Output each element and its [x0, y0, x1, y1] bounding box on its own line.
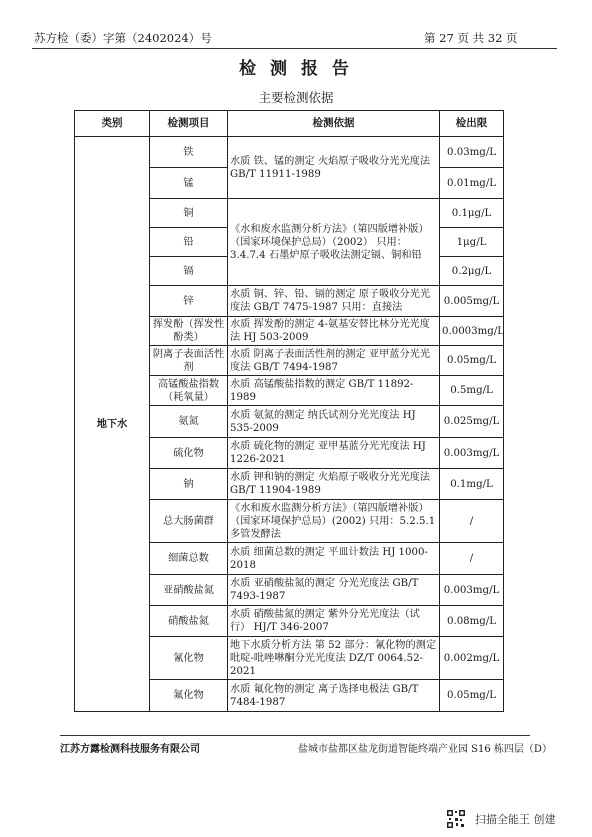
limit-cell: 0.002mg/L — [440, 637, 504, 680]
item-cell: 钠 — [150, 469, 228, 500]
limit-cell: 0.005mg/L — [440, 286, 504, 317]
scanner-watermark: 扫描全能王 创建 — [475, 813, 556, 826]
limit-cell: 0.5mg/L — [440, 376, 504, 406]
item-cell: 阴离子表面活性剂 — [150, 346, 228, 376]
basis-cell: 水质 细菌总数的测定 平皿计数法 HJ 1000-2018 — [228, 543, 440, 575]
item-cell: 镉 — [150, 257, 228, 286]
basis-cell: 《水和废水监测分析方法》（第四版增补版）（国家环境保护总局）(2002) 只用：5.2.5.1 多管发酵法 — [228, 500, 440, 543]
item-cell: 氰化物 — [150, 637, 228, 680]
basis-table — [74, 110, 504, 712]
limit-cell: 0.01mg/L — [440, 168, 504, 199]
limit-cell: 0.05mg/L — [440, 346, 504, 376]
limit-cell: 0.1mg/L — [440, 469, 504, 500]
basis-cell: 水质 挥发酚的测定 4-氨基安替比林分光光度法 HJ 503-2009 — [228, 317, 440, 346]
item-cell: 硝酸盐氮 — [150, 606, 228, 637]
header-category: 类别 — [75, 111, 150, 137]
basis-cell: 水质 硝酸盐氮的测定 紫外分光光度法（试行） HJ/T 346-2007 — [228, 606, 440, 637]
table-header-row — [75, 111, 504, 137]
item-cell: 细菌总数 — [150, 543, 228, 575]
company-address: 盐城市盐都区盐龙街道智能终端产业园 S16 栋四层（D） — [298, 744, 552, 755]
limit-cell: / — [440, 500, 504, 543]
basis-cell: 水质 铜、锌、铅、镉的测定 原子吸收分光光度法 GB/T 7475-1987 只用：直接法 — [228, 286, 440, 317]
basis-cell: 水质 阴离子表面活性剂的测定 亚甲蓝分光光度法 GB/T 7494-1987 — [228, 346, 440, 376]
footer-divider — [60, 735, 530, 736]
basis-cell: 水质 铁、锰的测定 火焰原子吸收分光光度法 GB/T 11911-1989 — [228, 137, 440, 199]
header-basis: 检测依据 — [228, 111, 440, 137]
item-cell: 总大肠菌群 — [150, 500, 228, 543]
limit-cell: 0.003mg/L — [440, 438, 504, 469]
limit-cell: 0.2μg/L — [440, 257, 504, 286]
limit-cell: / — [440, 543, 504, 575]
item-cell: 铅 — [150, 228, 228, 257]
basis-cell: 水质 氨氮的测定 纳氏试剂分光光度法 HJ 535-2009 — [228, 406, 440, 438]
item-cell: 铁 — [150, 137, 228, 168]
limit-cell: 0.1μg/L — [440, 199, 504, 228]
limit-cell: 0.0003mg/L — [440, 317, 504, 346]
limit-cell: 0.05mg/L — [440, 680, 504, 712]
basis-cell: 水质 硫化物的测定 亚甲基蓝分光光度法 HJ 1226-2021 — [228, 438, 440, 469]
item-cell: 氨氮 — [150, 406, 228, 438]
item-cell: 挥发酚（挥发性酚类） — [150, 317, 228, 346]
header-item: 检测项目 — [150, 111, 228, 137]
limit-cell: 0.025mg/L — [440, 406, 504, 438]
item-cell: 锌 — [150, 286, 228, 317]
page-title: 检 测 报 告 — [239, 59, 353, 79]
basis-cell: 水质 高锰酸盐指数的测定 GB/T 11892-1989 — [228, 376, 440, 406]
basis-cell: 地下水质分析方法 第 52 部分：氰化物的测定 吡啶-吡唑啉酮分光光度法 DZ/T 0064.52-2021 — [228, 637, 440, 680]
company-name: 江苏方露检测科技服务有限公司 — [60, 744, 200, 755]
basis-cell: 《水和废水监测分析方法》（第四版增补版）（国家环境保护总局）（2002） 只用：3.4.7.4 石墨炉原子吸收法测定镉、铜和铅 — [228, 199, 440, 286]
basis-cell: 水质 亚硝酸盐氮的测定 分光光度法 GB/T 7493-1987 — [228, 575, 440, 606]
limit-cell: 1μg/L — [440, 228, 504, 257]
page-subtitle: 主要检测依据 — [258, 90, 334, 105]
qr-code-icon — [446, 809, 466, 829]
item-cell: 铜 — [150, 199, 228, 228]
category-cell: 地下水 — [75, 137, 150, 712]
limit-cell: 0.08mg/L — [440, 606, 504, 637]
item-cell: 高锰酸盐指数（耗氧量） — [150, 376, 228, 406]
item-cell: 硫化物 — [150, 438, 228, 469]
limit-cell: 0.03mg/L — [440, 137, 504, 168]
basis-cell: 水质 钾和钠的测定 火焰原子吸收分光光度法 GB/T 11904-1989 — [228, 469, 440, 500]
report-number: 苏方检（委）字第（2402024）号 — [34, 31, 212, 45]
header-limit: 检出限 — [440, 111, 504, 137]
table-row — [75, 137, 504, 168]
item-cell: 锰 — [150, 168, 228, 199]
item-cell: 亚硝酸盐氮 — [150, 575, 228, 606]
header-divider — [32, 48, 557, 49]
basis-cell: 水质 氟化物的测定 离子选择电极法 GB/T 7484-1987 — [228, 680, 440, 712]
page-number: 第 27 页 共 32 页 — [424, 31, 518, 45]
item-cell: 氟化物 — [150, 680, 228, 712]
limit-cell: 0.003mg/L — [440, 575, 504, 606]
